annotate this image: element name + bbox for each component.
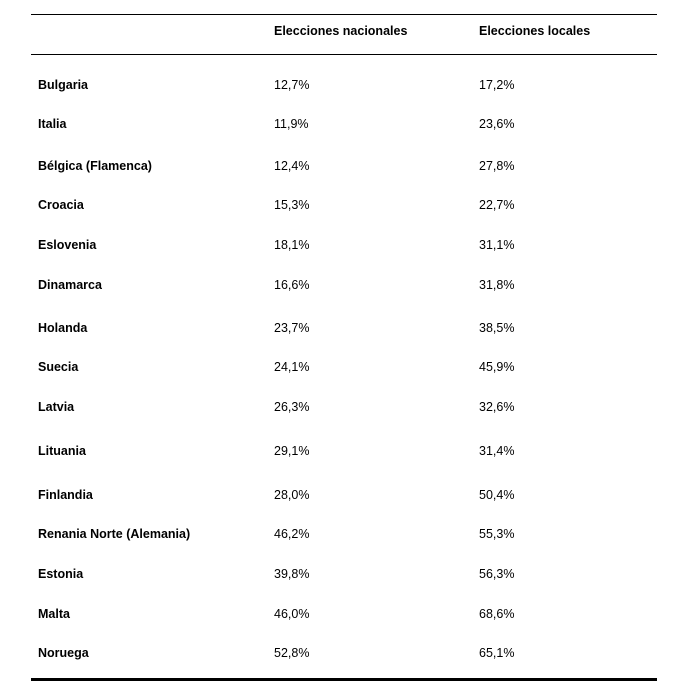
local-value-cell: 38,5%: [479, 321, 515, 335]
table-row: [31, 443, 657, 459]
table-row: [31, 359, 657, 375]
country-cell: Lituania: [38, 444, 86, 458]
table-row: [31, 320, 657, 336]
table-bottom-rule: [31, 678, 657, 681]
local-value-cell: 55,3%: [479, 527, 515, 541]
table-row: [31, 277, 657, 293]
local-value-cell: 31,4%: [479, 444, 515, 458]
table-row: [31, 399, 657, 415]
country-cell: Finlandia: [38, 488, 93, 502]
country-cell: Croacia: [38, 198, 84, 212]
table-row: [31, 158, 657, 174]
local-value-cell: 56,3%: [479, 567, 515, 581]
country-cell: Italia: [38, 117, 67, 131]
country-cell: Holanda: [38, 321, 88, 335]
local-value-cell: 31,8%: [479, 278, 515, 292]
country-cell: Eslovenia: [38, 238, 97, 252]
table-header-rule: [31, 54, 657, 55]
table-row: [31, 526, 657, 542]
local-value-cell: 22,7%: [479, 198, 515, 212]
table-row: [31, 645, 657, 661]
country-cell: Noruega: [38, 646, 89, 660]
table-row: [31, 237, 657, 253]
national-value-cell: 52,8%: [274, 646, 310, 660]
country-cell: Renania Norte (Alemania): [38, 527, 191, 541]
national-value-cell: 26,3%: [274, 400, 310, 414]
national-value-cell: 39,8%: [274, 567, 310, 581]
national-value-cell: 24,1%: [274, 360, 310, 374]
local-value-cell: 50,4%: [479, 488, 515, 502]
local-value-cell: 27,8%: [479, 159, 515, 173]
country-cell: Dinamarca: [38, 278, 102, 292]
national-value-cell: 12,4%: [274, 159, 310, 173]
country-cell: Estonia: [38, 567, 84, 581]
country-cell: Bélgica (Flamenca): [38, 159, 152, 173]
local-value-cell: 17,2%: [479, 78, 515, 92]
national-value-cell: 23,7%: [274, 321, 310, 335]
national-value-cell: 46,0%: [274, 607, 310, 621]
table-row: [31, 606, 657, 622]
local-value-cell: 23,6%: [479, 117, 515, 131]
national-value-cell: 28,0%: [274, 488, 310, 502]
table-row: [31, 77, 657, 93]
table-top-rule: [31, 14, 657, 15]
local-value-cell: 32,6%: [479, 400, 515, 414]
national-value-cell: 46,2%: [274, 527, 310, 541]
national-value-cell: 16,6%: [274, 278, 310, 292]
header-local-elections: Elecciones locales: [479, 24, 591, 38]
national-value-cell: 15,3%: [274, 198, 310, 212]
country-cell: Bulgaria: [38, 78, 89, 92]
national-value-cell: 12,7%: [274, 78, 310, 92]
local-value-cell: 68,6%: [479, 607, 515, 621]
header-national-elections: Elecciones nacionales: [274, 24, 408, 38]
national-value-cell: 18,1%: [274, 238, 310, 252]
country-cell: Suecia: [38, 360, 79, 374]
table-row: [31, 197, 657, 213]
local-value-cell: 31,1%: [479, 238, 515, 252]
local-value-cell: 45,9%: [479, 360, 515, 374]
table-row: [31, 116, 657, 132]
national-value-cell: 11,9%: [274, 117, 309, 131]
table-row: [31, 487, 657, 503]
table-row: [31, 566, 657, 582]
country-cell: Malta: [38, 607, 70, 621]
national-value-cell: 29,1%: [274, 444, 310, 458]
country-cell: Latvia: [38, 400, 75, 414]
local-value-cell: 65,1%: [479, 646, 515, 660]
